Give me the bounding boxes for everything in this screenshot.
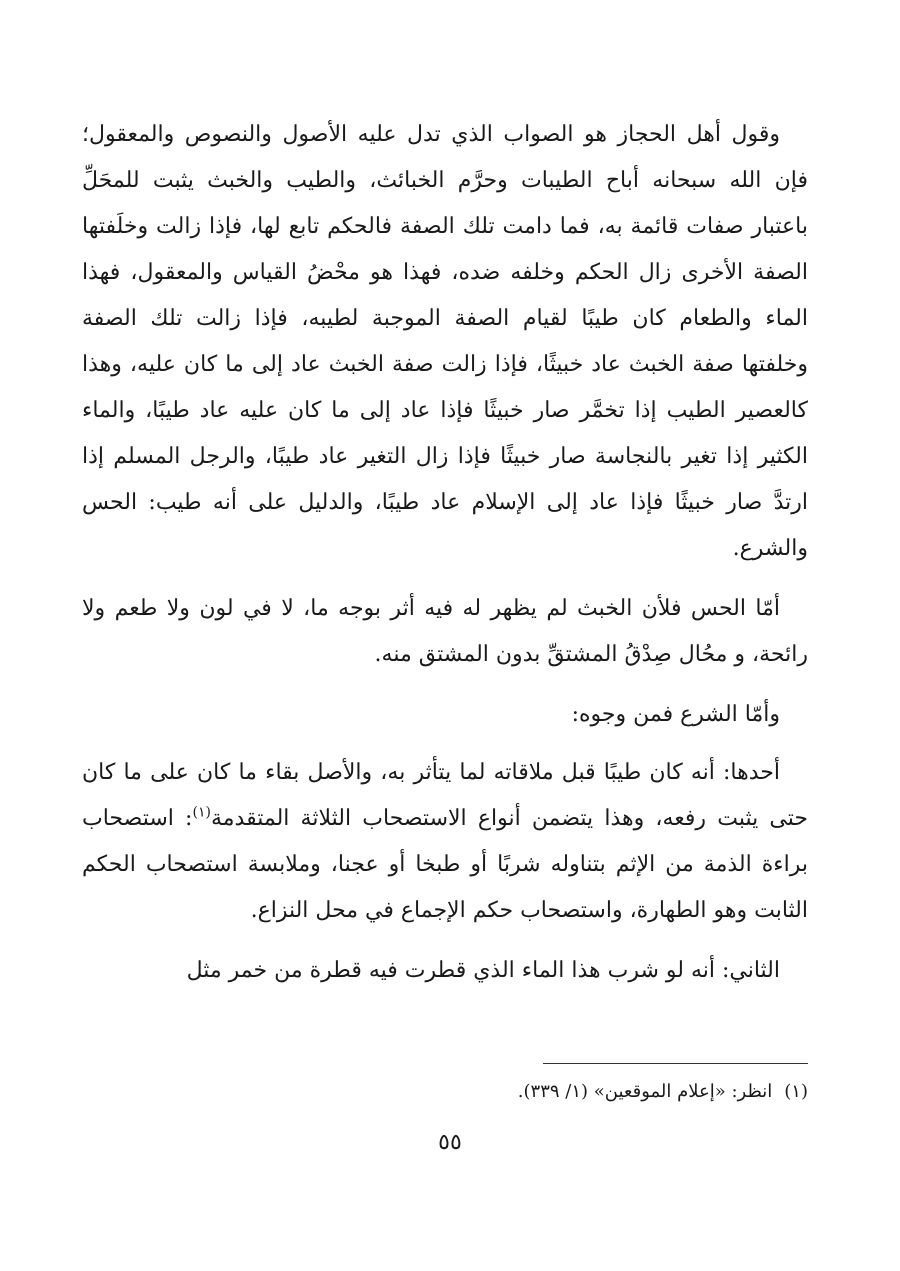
page-number: ٥٥ xyxy=(438,1130,462,1155)
footnote-number: (١) xyxy=(784,1081,808,1102)
footnote-text: انظر: «إعلام الموقعين» (١/ ٣٣٩). xyxy=(517,1081,773,1102)
footnote-reference[interactable]: (١) xyxy=(192,804,211,821)
footnote-divider xyxy=(543,1063,808,1064)
paragraph-1: وقول أهل الحجاز هو الصواب الذي تدل عليه الأصول والنصوص والمعقول؛ فإن الله سبحانه أباح الطيبات وحرَّم الخبائث، والطيب والخبث يثبت للمحَلِّ باعتبار صفات قائمة به، فما دامت تلك الصفة فالحكم تابع لها، فإذا زالت وخلَفتها الصفة الأخرى زال الحكم وخلفه ضده، فهذا هو محْضُ القياس والمعقول، فهذا الماء والطعام كان طيبًا لقيام الصفة الموجبة لطيبه، فإذا زالت تلك الصفة وخلفتها صفة الخبث عاد خبيثًا، فإذا زالت صفة الخبث عاد إلى ما كان عليه، وهذا كالعصير الطيب إذا تخمَّر صار خبيثًا فإذا عاد إلى ما كان عليه عاد طيبًا، والماء الكثير إذا تغير بالنجاسة صار خبيثًا فإذا زال التغير عاد طيبًا، والرجل المسلم إذا ارتدَّ صار خبيثًا فإذا عاد إلى الإسلام عاد طيبًا، والدليل على أنه طيب: الحس والشرع. xyxy=(82,122,808,561)
paragraph-5: الثاني: أنه لو شرب هذا الماء الذي قطرت فيه قطرة من خمر مثل xyxy=(186,958,780,983)
main-text-block xyxy=(82,112,808,1008)
footnote xyxy=(82,1078,808,1106)
paragraph-3: وأمّا الشرع فمن وجوه: xyxy=(571,702,780,727)
paragraph-4-end: : استصحاب براءة الذمة من الإثم بتناوله شربًا أو طبخا أو عجنا، وملابسة استصحاب الحكم الثابت وهو الطهارة، واستصحاب حكم الإجماع في محل النزاع. xyxy=(82,806,808,923)
paragraph-4 xyxy=(82,750,808,934)
paragraph-2: أمّا الحس فلأن الخبث لم يظهر له فيه أثر بوجه ما، لا في لون ولا طعم ولا رائحة، و محُال صِدْقُ المشتقِّ بدون المشتق منه. xyxy=(82,596,808,667)
paragraph-4-start: أحدها: أنه كان طيبًا قبل ملاقاته لما يتأثر به، والأصل بقاء ما كان على ما كان حتى يثبت رفعه، وهذا يتضمن أنواع الاستصحاب الثلاثة المتقدمة xyxy=(82,760,808,831)
